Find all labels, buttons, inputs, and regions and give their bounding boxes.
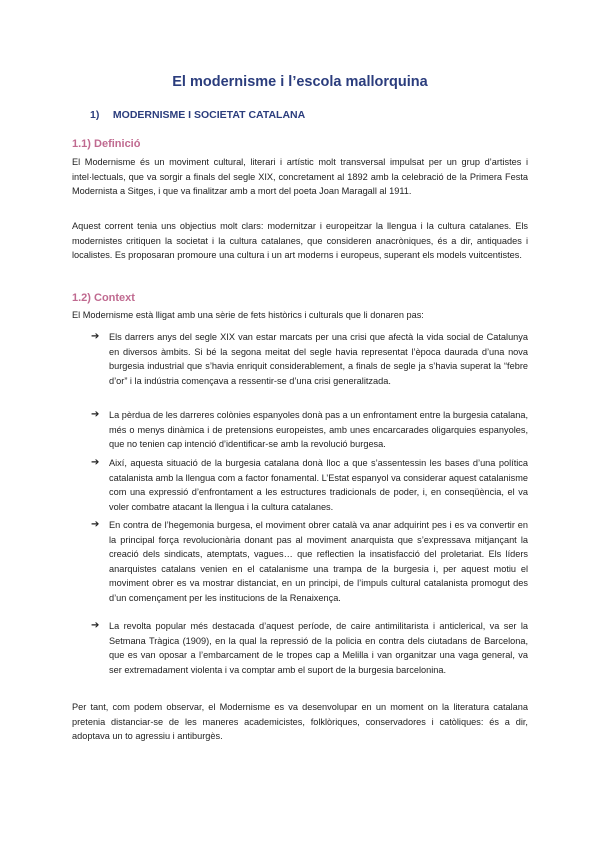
arrow-bullet-icon: ➔ xyxy=(91,457,100,468)
bullet-text: Així, aquesta situació de la burgesia catalana donà lloc a que s’assentessin les bases d’una política catalanista amb la llengua com a factor fonamental. L’Estat espanyol va considerar aquest catalanisme com una expressió d’enfrontament a les estructures tradicionals de poder, i, en conseqüència, el va voler combatre atacant la llengua i la cultura catalanes. xyxy=(109,458,528,512)
document-page xyxy=(72,0,528,848)
bullet-text: Els darrers anys del segle XIX van estar marcats per una crisi que afectà la vida social de Catalunya en diversos àmbits. Si bé la segona meitat del segle havia representat l’època daurada d’una nova burgesia industrial que s’havia enriquit considerablement, a finals de segle ja s’havia superat la “febre d’or” i la indústria començava a ressentir-se d’una crisi generalitzada. xyxy=(109,332,528,386)
arrow-bullet-icon: ➔ xyxy=(91,331,100,342)
subheading-context: 1.2) Context xyxy=(72,292,135,304)
bullet-text: La pèrdua de les darreres colònies espanyoles donà pas a un enfrontament entre la burgesia catalana, més o menys dinàmica i de pretensions europeistes, amb unes encarcarades oligarquies espanyoles, que no tenien cap intenció d’identificar-se amb la revolució burgesa. xyxy=(109,410,528,449)
definition-paragraph-2: Aquest corrent tenia uns objectius molt clars: modernitzar i europeitzar la llengua i la cultura catalanes. Els modernistes critiquen la societat i la cultura catalanes, que consideren anacròniques, és a dir, antiquades i localistes. Es proposaran promoure una cultura i un art moderns i europeus, superant els models vuitcentistes. xyxy=(72,221,528,260)
subheading-definicio: 1.1) Definició xyxy=(72,138,141,150)
bullet-text: La revolta popular més destacada d’aquest període, de caire antimilitarista i anticlerical, va ser la Setmana Tràgica (1909), en la qual la repressió de la policia en contra dels ciutadans de Barcelona, que es van oposar a l’embarcament de le tropes cap a Melilla i van organitzar una vaga general, va ser extremadament violenta i va comptar amb el suport de la burgesia barcelonina. xyxy=(109,621,528,675)
definition-paragraph-1: El Modernisme és un moviment cultural, literari i artístic molt transversal impulsat per un grup d’artistes i intel·lectuals, que va sorgir a finals del segle XIX, concretament al 1892 amb la celebració de la Primera Festa Modernista a Sitges, i que va finalitzar amb a mort del poeta Joan Maragall al 1911. xyxy=(72,157,528,196)
context-intro: El Modernisme està lligat amb una sèrie de fets històrics i culturals que li donaren pas: xyxy=(72,310,424,320)
section-title: MODERNISME I SOCIETAT CATALANA xyxy=(112,109,306,121)
arrow-bullet-icon: ➔ xyxy=(91,620,100,631)
conclusion-paragraph: Per tant, com podem observar, el Modernisme es va desenvolupar en un moment on la literatura catalana pretenia distanciar-se de les maneres academicistes, folklòriques, conservadores i catòliques: és a dir, adoptava un to agressiu i antiburgès. xyxy=(72,702,528,741)
bullet-text: En contra de l’hegemonia burgesa, el moviment obrer català va anar adquirint pes i es va convertir en la principal força revolucionària donant pas al moviment anarquista que s’expressava mitjançant la creació dels sindicats, atemptats, vagues… que reflectien la insatisfacció del proletariat. Els líders anarquistes catalans venien en el catalanisme una trampa de la burgesia i, per aquest motiu el moviment obrer es va mostrar distanciat, en un principi, de l’impuls cultural catalanista promogut des d’un començament per les institucions de la Renaixença. xyxy=(109,520,528,603)
document-title: El modernisme i l’escola mallorquina xyxy=(172,74,428,90)
arrow-bullet-icon: ➔ xyxy=(91,519,100,530)
arrow-bullet-icon: ➔ xyxy=(91,409,100,420)
section-number: 1) xyxy=(90,109,100,121)
section-heading xyxy=(90,108,305,122)
